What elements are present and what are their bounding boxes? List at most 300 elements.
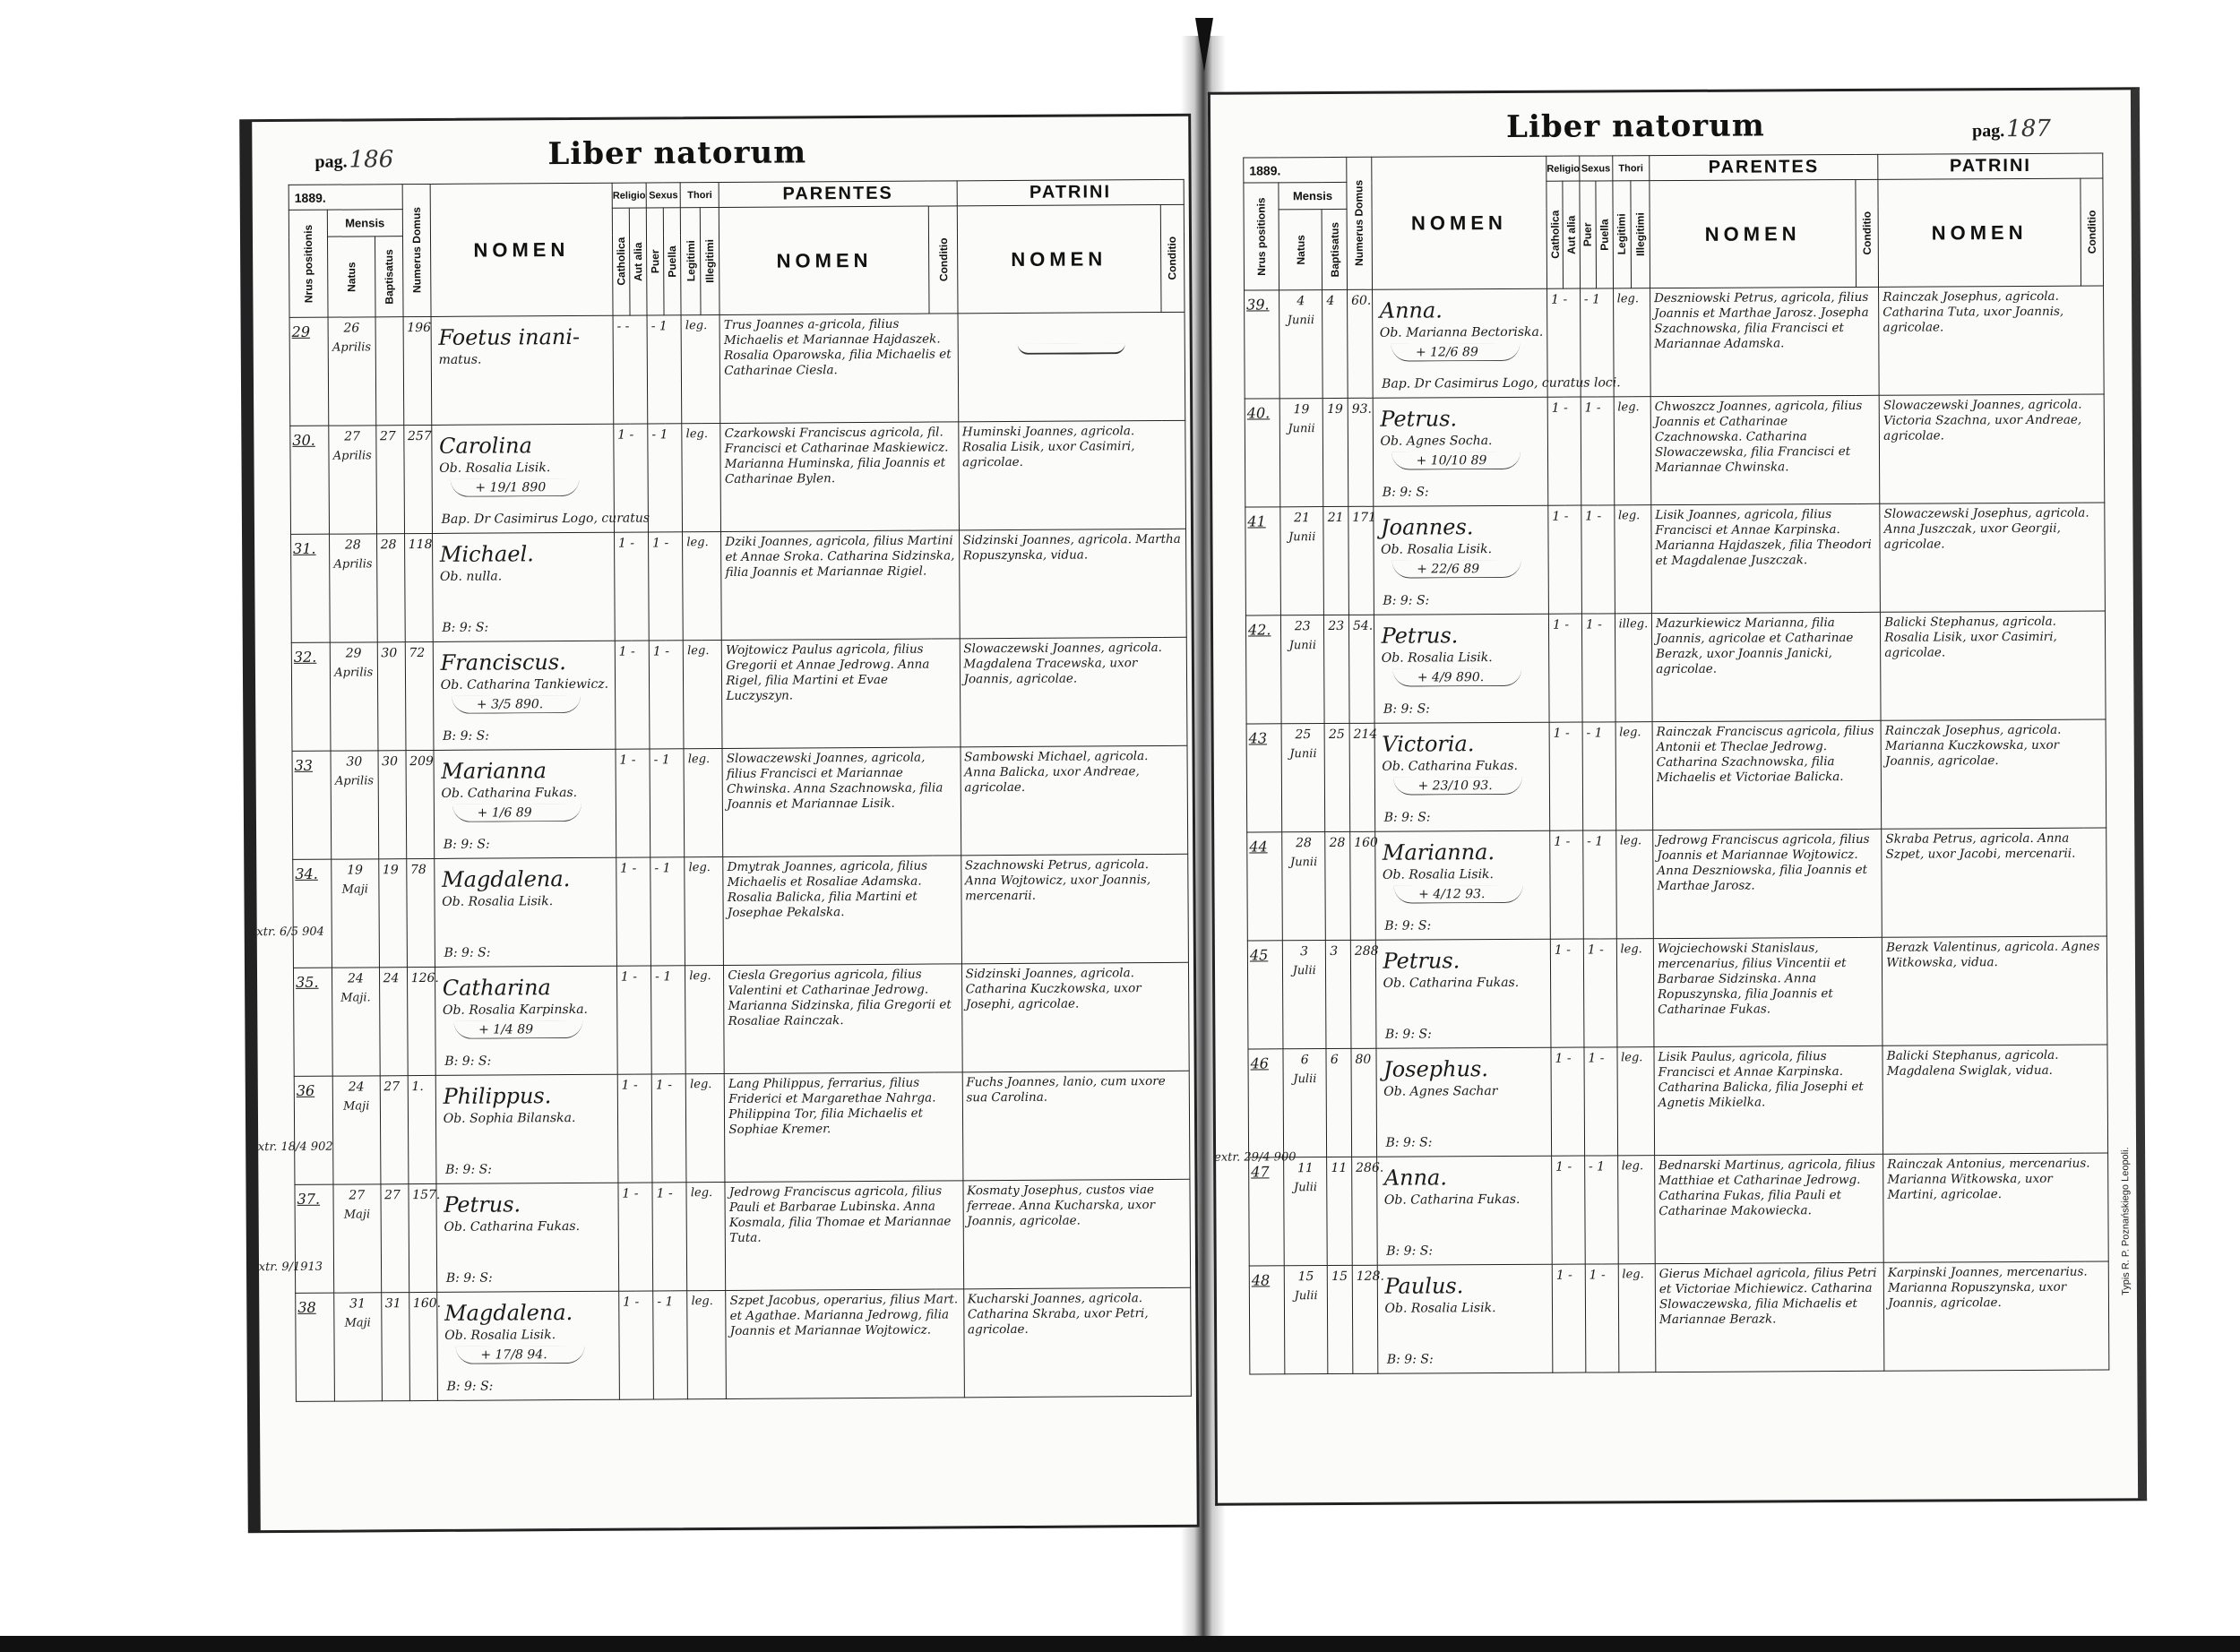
table-row xyxy=(296,1287,1192,1401)
entry-number: 36 xyxy=(296,1081,315,1099)
child-name: Catharina xyxy=(442,975,551,1001)
baptizer: B: 9: S: xyxy=(444,1054,492,1069)
sex-mark: - 1 xyxy=(1586,726,1603,741)
house-number: 128. xyxy=(1356,1269,1384,1284)
nomen-header: NOMEN xyxy=(430,183,613,316)
legitimacy-mark: leg. xyxy=(685,319,708,333)
midwife: Ob. Catharina Fukas. xyxy=(1383,975,1520,991)
table-row xyxy=(294,1071,1190,1184)
legitimacy-mark: leg. xyxy=(690,1186,713,1200)
entry-number: 39. xyxy=(1246,296,1270,314)
midwife: Ob. Agnes Socha. xyxy=(1380,434,1493,449)
midwife: Ob. Rosalia Lisik. xyxy=(444,1328,556,1343)
table-row xyxy=(291,637,1187,751)
table-row xyxy=(291,529,1187,642)
birth-month: Aprilis xyxy=(332,448,372,463)
parents-text: Lisik Paulus, agricola, filius Francisci et Annae Karpinska. Catharina Balicka, filia Josephi et Agnetis Mikielka. xyxy=(1658,1049,1864,1110)
child-name: Paulus. xyxy=(1384,1273,1464,1299)
baptism-day: 27 xyxy=(383,1080,401,1095)
birth-day: 28 xyxy=(1296,836,1312,851)
house-number: 209 xyxy=(409,753,434,770)
house-number: 1. xyxy=(411,1080,424,1095)
religion-mark: 1 - xyxy=(620,969,638,985)
baptism-day xyxy=(375,317,402,324)
child-name: Marianna xyxy=(441,758,547,784)
death-note: + 4/9 890. xyxy=(1392,667,1521,686)
puella-header: Puella xyxy=(1598,219,1611,251)
parents-text: Wojciechowski Stanislaus, mercenarius, filius Vincentii et Barbarae Sidzinska. Anna Ropuszynska, filia Joannis et Catharinae Fukas. xyxy=(1657,941,1847,1017)
legitimacy-mark: illeg. xyxy=(1618,617,1649,632)
child-name: Foetus inani- xyxy=(438,323,581,350)
godparents-text: Szachnowski Petrus, agricola. Anna Wojtowicz, uxor Joannis, mercenarii. xyxy=(964,857,1151,904)
midwife: Ob. Marianna Bectoriska. xyxy=(1379,324,1544,340)
parents-text: Trus Joannes a-gricola, filius Michaelis et Mariannae Hajdaszek. Rosalia Oparowska, filia Michaelis et Catharinae Ciesla. xyxy=(723,316,952,378)
religion-mark: 1 - xyxy=(1554,834,1571,849)
entry-number: 47 xyxy=(1251,1163,1270,1181)
child-name: Franciscus. xyxy=(440,650,566,675)
death-note: + 23/10 93. xyxy=(1392,776,1521,795)
patrini-nomen-header: NOMEN xyxy=(957,204,1161,313)
birth-month: Maji xyxy=(344,1315,371,1330)
baptism-day: 31 xyxy=(384,1296,401,1312)
table-row xyxy=(1249,1261,2109,1374)
scan-edge xyxy=(0,1636,2240,1652)
nomen-header: NOMEN xyxy=(1371,156,1546,289)
midwife: Ob. Rosalia Lisik. xyxy=(442,894,554,909)
godparents-text: Kucharski Joannes, agricola. Catharina Skraba, uxor Petri, agricolae. xyxy=(967,1291,1149,1338)
legitimacy-mark: leg. xyxy=(1619,834,1642,848)
register-page-left xyxy=(239,114,1200,1533)
religion-mark: 1 - xyxy=(1555,1268,1572,1283)
natus-header: Natus xyxy=(1294,234,1307,265)
baptism-day: 6 xyxy=(1330,1052,1339,1068)
child-name: Petrus. xyxy=(1380,406,1458,432)
godparents-text: Fuchs Joannes, lanio, cum uxore sua Carolina. xyxy=(966,1073,1166,1106)
table-row xyxy=(1247,936,2107,1049)
table-row xyxy=(1245,611,2106,724)
death-note xyxy=(452,911,582,914)
entry-number: 35. xyxy=(296,973,319,991)
birth-day: 24 xyxy=(348,1080,365,1095)
birth-month: Aprilis xyxy=(334,665,374,680)
birth-day: 27 xyxy=(344,429,361,444)
death-note: + 19/1 890 xyxy=(450,478,579,496)
birth-month: Julii xyxy=(1293,1071,1317,1086)
patrini-nomen-header: NOMEN xyxy=(1878,178,2081,287)
baptizer: B: 9: S: xyxy=(1386,1351,1434,1367)
religion-mark: 1 - xyxy=(1555,1159,1572,1174)
child-name: Petrus. xyxy=(444,1192,521,1217)
legitimacy-mark: leg. xyxy=(690,1078,712,1092)
religion-mark: 1 - xyxy=(623,1295,640,1310)
parents-text: Gierus Michael agricola, filius Petri et Victoriae Michiewicz. Catharina Slowaczewska, filia Michaelis et Mariannae Berazk. xyxy=(1658,1265,1877,1327)
table-row xyxy=(1247,828,2107,941)
birth-month: Junii xyxy=(1288,638,1317,652)
patrini-header: PATRINI xyxy=(1878,153,2103,179)
death-note xyxy=(451,586,580,589)
godparents-text: Slowaczewski Joannes, agricola. Magdalena Tracewska, uxor Joannis, agricolae. xyxy=(963,640,1162,687)
table-row xyxy=(1245,394,2105,507)
patrini-header: PATRINI xyxy=(957,179,1185,206)
death-note: + 22/6 89 xyxy=(1391,559,1521,578)
birth-month: Maji xyxy=(341,882,368,897)
entry-number: 40. xyxy=(1246,404,1271,422)
baptism-day: 25 xyxy=(1328,727,1345,743)
house-number: 126. xyxy=(410,970,439,986)
religion-mark: 1 - xyxy=(620,861,637,876)
baptizer: Bap. Dr Casimirus Logo, curatus xyxy=(441,510,650,527)
table-row xyxy=(1245,503,2106,615)
sex-mark: - 1 xyxy=(1588,1159,1606,1174)
sex-mark: - 1 xyxy=(653,753,670,768)
legitimacy-mark: leg. xyxy=(687,753,711,767)
thori-header: Thori xyxy=(1612,156,1650,181)
birth-day: 6 xyxy=(1300,1053,1309,1068)
baptizer: B: 9: S: xyxy=(443,837,490,852)
parents-text: Lisik Joannes, agricola, filius Francisci et Annae Karpinska. Marianna Hajdaszek, filia Theodori et Magdalenae Juszczak. xyxy=(1655,507,1872,568)
register-table xyxy=(289,179,1192,1402)
register-page-right xyxy=(1208,87,2147,1505)
midwife: matus. xyxy=(438,352,482,367)
godparents-text: Rainczak Josephus, agricola. Catharina Tuta, uxor Joannis, agricolae. xyxy=(1882,288,2064,335)
birth-month: Julii xyxy=(1293,1180,1318,1194)
religion-mark: 1 - xyxy=(619,753,636,768)
thori-header: Thori xyxy=(680,182,719,207)
legitimacy-mark: leg. xyxy=(685,427,709,442)
page-number-label: pag.187 xyxy=(1972,115,2051,143)
child-name: Joannes. xyxy=(1380,514,1474,540)
death-note xyxy=(1396,1318,1525,1321)
legitimacy-mark: leg. xyxy=(1617,509,1641,523)
baptism-day: 23 xyxy=(1328,618,1345,634)
table-row xyxy=(1249,1153,2109,1266)
birth-day: 3 xyxy=(1300,944,1309,959)
sex-mark: 1 - xyxy=(1585,617,1602,632)
puer-header: Puer xyxy=(649,249,662,274)
sex-mark: - 1 xyxy=(657,1295,674,1310)
midwife: Ob. Catharina Tankiewicz. xyxy=(440,676,609,693)
baptizer: Bap. Dr Casimirus Logo, curatus loci. xyxy=(1382,374,1621,391)
death-note: + 1/6 89 xyxy=(452,803,582,822)
sex-mark: 1 - xyxy=(655,1078,672,1093)
birth-month: Junii xyxy=(1288,529,1316,544)
nrus-header: Nrus positionis xyxy=(1254,197,1268,276)
table-row xyxy=(292,745,1188,859)
domus-header: Numerus Domus xyxy=(409,207,424,294)
sex-mark: 1 - xyxy=(1584,400,1601,416)
legitimacy-mark: leg. xyxy=(1621,1159,1644,1174)
legitimacy-mark: leg. xyxy=(689,969,711,984)
house-number: 72 xyxy=(409,646,426,661)
margin-note: extr. 29/4 900 xyxy=(1214,1150,1297,1165)
birth-day: 19 xyxy=(1293,402,1310,417)
sex-mark: 1 - xyxy=(1587,942,1604,958)
entry-number: 31. xyxy=(293,539,316,557)
baptizer: B: 9: S: xyxy=(446,1379,494,1394)
baptizer: B: 9: S: xyxy=(1383,809,1431,825)
baptisatus-header: Baptisatus xyxy=(382,249,396,305)
blank-stroke xyxy=(1018,343,1125,355)
sex-mark: - 1 xyxy=(651,427,668,443)
birth-month: Junii xyxy=(1288,421,1315,435)
baptizer: B: 9: S: xyxy=(443,728,489,744)
printer-note: Typis R. P. Poznańskiego Leopoli. xyxy=(2120,1147,2132,1295)
parentes-conditio-header: Conditio xyxy=(1860,211,1874,255)
godparents-text: Kosmaty Josephus, custos viae ferreae. Anna Kucharska, uxor Joannis, agricolae. xyxy=(967,1183,1156,1229)
sex-mark: - 1 xyxy=(1583,292,1601,307)
baptizer: B: 9: S: xyxy=(445,1162,492,1177)
sex-mark: - 1 xyxy=(650,319,668,334)
midwife: Ob. Rosalia Lisik. xyxy=(1381,542,1493,557)
death-note: + 1/4 89 xyxy=(453,1020,582,1038)
religion-mark: 1 - xyxy=(617,427,634,443)
house-number: 118 xyxy=(408,537,433,553)
baptizer: B: 9: S: xyxy=(1385,1134,1433,1150)
baptism-day: 28 xyxy=(380,538,397,553)
parentes-header: PARENTES xyxy=(1650,154,1878,180)
patrini-conditio-header: Conditio xyxy=(2085,210,2098,254)
house-number: 286. xyxy=(1356,1160,1384,1175)
sexus-header: Sexus xyxy=(646,183,680,208)
aut-alia-header: Aut alia xyxy=(632,242,645,281)
entry-number: 37. xyxy=(297,1190,321,1208)
midwife: Ob. Rosalia Lisik. xyxy=(1382,867,1495,882)
baptizer: B: 9: S: xyxy=(445,1270,493,1286)
entry-number: 43 xyxy=(1248,729,1268,747)
entry-number: 30. xyxy=(292,431,315,449)
illegitimi-header: Illegitimi xyxy=(703,239,717,283)
legitimi-header: Legitimi xyxy=(684,240,697,282)
death-note: + 12/6 89 xyxy=(1391,342,1520,361)
margin-note: extr. 18/4 902 xyxy=(251,1140,333,1155)
parents-text: Czarkowski Franciscus agricola, fil. Francisci et Catharinae Maskiewicz. Marianna Huminska, filia Joannis et Catharinae Bylen. xyxy=(724,425,949,486)
midwife: Ob. Rosalia Karpinska. xyxy=(442,1002,589,1018)
baptizer: B: 9: S: xyxy=(1383,592,1430,608)
entry-number: 34. xyxy=(295,865,318,882)
legitimacy-mark: leg. xyxy=(687,644,710,658)
godparents-text: Balicki Stephanus, agricola. Magdalena Swiglak, vidua. xyxy=(1886,1047,2059,1079)
religion-mark: 1 - xyxy=(1552,617,1570,632)
house-number: 171 xyxy=(1352,510,1377,525)
midwife: Ob. Agnes Sachar xyxy=(1383,1084,1498,1099)
baptism-day: 24 xyxy=(383,971,400,986)
godparents-text: Skraba Petrus, agricola. Anna Szpet, uxor Jacobi, mercenarii. xyxy=(1885,830,2076,862)
page-title: Liber natorum xyxy=(547,134,807,173)
sex-mark: 1 - xyxy=(1589,1268,1606,1283)
birth-day: 24 xyxy=(347,971,364,986)
death-note: + 3/5 890. xyxy=(452,694,581,713)
godparents-text xyxy=(958,313,1184,320)
child-name: Victoria. xyxy=(1382,731,1475,757)
house-number: 214 xyxy=(1353,727,1378,742)
baptism-day: 30 xyxy=(382,754,399,770)
table-row xyxy=(290,420,1186,534)
parents-text: Chwoszcz Joannes, agricola, filius Joannis et Catharinae Czachnowska. Catharina Slowaczewska, filia Francisci et Mariannae Chwinska. xyxy=(1654,398,1863,475)
mensis-header: Mensis xyxy=(327,210,402,237)
parents-text: Slowaczewski Joannes, agricola, filius Francisci et Mariannae Chwinska. Anna Szachnowska, filia Joannis et Mariannae Lisik. xyxy=(726,750,943,812)
legitimacy-mark: leg. xyxy=(688,861,711,875)
catholica-header: Catholica xyxy=(614,237,628,287)
legitimacy-mark: leg. xyxy=(1622,1268,1644,1282)
godparents-text: Karpinski Joannes, mercenarius. Marianna Ropuszynska, uxor Joannis, agricolae. xyxy=(1887,1264,2088,1311)
death-note xyxy=(1395,1209,1524,1212)
death-note xyxy=(455,1236,584,1239)
midwife: Ob. Rosalia Lisik. xyxy=(439,460,551,476)
baptism-day: 21 xyxy=(1327,510,1344,526)
child-name: Anna. xyxy=(1383,1165,1448,1191)
birth-month: Aprilis xyxy=(334,773,375,788)
child-name: Josephus. xyxy=(1383,1056,1489,1082)
parents-text: Rainczak Franciscus agricola, filius Antonii et Theclae Jedrowg. Catharina Szachnowska, filia Michaelis et Victoriae Balicka. xyxy=(1656,723,1874,785)
puer-header: Puer xyxy=(1581,222,1595,247)
baptism-day: 4 xyxy=(1326,293,1335,309)
godparents-text: Slowaczewski Josephus, agricola. Anna Juszczak, uxor Georgii, agricolae. xyxy=(1883,505,2089,552)
baptism-day: 3 xyxy=(1330,943,1339,959)
death-note xyxy=(450,369,579,372)
religion-mark: 1 - xyxy=(1551,400,1568,416)
parents-text: Szpet Jacobus, operarius, filius Mart. et Agathae. Marianna Jedrowg, filia Joannis et Mariannae Wojtowicz. xyxy=(729,1292,959,1338)
spine-clip xyxy=(1195,18,1213,72)
midwife: Ob. Sophia Bilanska. xyxy=(443,1110,576,1126)
house-number: 160 xyxy=(1354,835,1378,850)
godparents-text: Berazk Valentinus, agricola. Agnes Witkowska, vidua. xyxy=(1886,939,2100,970)
house-number: 288 xyxy=(1354,943,1379,959)
baptism-day: 11 xyxy=(1331,1160,1348,1176)
entry-number: 29 xyxy=(291,323,311,340)
godparents-text: Slowaczewski Joannes, agricola. Victoria Szachna, uxor Andreae, agricolae. xyxy=(1882,397,2082,443)
parents-text: Lang Philippus, ferrarius, filius Friderici et Margarethae Nahrga. Philippina Tor, filia Michaelis et Sophiae Kremer. xyxy=(728,1075,936,1137)
register-table xyxy=(1243,153,2109,1375)
parentes-nomen-header: NOMEN xyxy=(1650,179,1857,288)
birth-month: Maji xyxy=(343,1098,370,1114)
house-number: 257 xyxy=(407,428,432,444)
baptisatus-header: Baptisatus xyxy=(1328,221,1341,278)
godparents-text: Balicki Stephanus, agricola. Rosalia Lisik, uxor Casimiri, agricolae. xyxy=(1884,614,2057,660)
death-note xyxy=(1394,993,1523,995)
baptism-day: 19 xyxy=(382,863,399,878)
parentes-conditio-header: Conditio xyxy=(936,237,950,282)
sex-mark: 1 - xyxy=(1588,1051,1605,1066)
house-number: 160. xyxy=(412,1295,442,1312)
baptizer: B: 9: S: xyxy=(1386,1243,1434,1259)
page-number: 187 xyxy=(2006,115,2051,143)
birth-month: Julii xyxy=(1292,963,1316,977)
parents-text: Jedrowg Franciscus agricola, filius Pauli et Barbarae Lubinska. Anna Kosmala, filia Thomae et Mariannae Tuta. xyxy=(728,1183,952,1245)
parents-text: Deszniowski Petrus, agricola, filius Joannis et Marthae Jarosz. Josepha Szachnowska, filia Francisci et Mariannae Adamska. xyxy=(1654,289,1869,351)
sexus-header: Sexus xyxy=(1580,156,1613,181)
baptizer: B: 9: S: xyxy=(442,620,489,635)
puella-header: Puella xyxy=(666,245,679,278)
birth-day: 15 xyxy=(1297,1269,1314,1285)
illegitimi-header: Illegitimi xyxy=(1633,212,1647,257)
child-name: Petrus. xyxy=(1383,948,1460,974)
religion-mark: 1 - xyxy=(622,1186,639,1201)
table-row xyxy=(289,312,1185,426)
religio-header: Religio xyxy=(612,183,646,208)
catholica-header: Catholica xyxy=(1548,211,1562,260)
baptism-day: 27 xyxy=(384,1188,401,1203)
baptism-day: 28 xyxy=(1329,835,1346,851)
parentes-header: PARENTES xyxy=(719,181,956,208)
midwife: Ob. Catharina Fukas. xyxy=(441,785,578,801)
entry-number: 42. xyxy=(1247,621,1271,639)
godparents-text: Rainczak Josephus, agricola. Marianna Kuczkowska, uxor Joannis, agricolae. xyxy=(1884,722,2062,769)
legitimacy-mark: leg. xyxy=(1621,1051,1643,1065)
baptizer: B: 9: S: xyxy=(1382,484,1429,500)
birth-month: Aprilis xyxy=(332,340,372,355)
table-row xyxy=(295,1179,1191,1293)
child-name: Carolina xyxy=(439,433,532,459)
midwife: Ob. Rosalia Lisik. xyxy=(1381,650,1493,666)
table-row xyxy=(1245,286,2105,399)
parents-text: Bednarski Martinus, agricola, filius Matthiae et Catharinae Jedrowg. Catharina Fukas, filia Pauli et Catharinae Makowiecka. xyxy=(1658,1157,1875,1218)
sex-mark: - 1 xyxy=(655,969,672,985)
sex-mark: - 1 xyxy=(1587,834,1604,849)
religion-mark: 1 - xyxy=(618,644,635,659)
baptizer: B: 9: S: xyxy=(1384,917,1432,934)
entry-number: 38 xyxy=(297,1298,316,1316)
sex-mark: 1 - xyxy=(652,644,670,659)
house-number: 80 xyxy=(1355,1052,1372,1067)
birth-day: 28 xyxy=(344,538,361,553)
birth-month: Junii xyxy=(1289,746,1317,761)
birth-day: 11 xyxy=(1297,1161,1314,1176)
legitimacy-mark: leg. xyxy=(1620,942,1642,957)
baptism-day: 15 xyxy=(1331,1269,1348,1285)
birth-day: 30 xyxy=(346,754,363,770)
sex-mark: 1 - xyxy=(652,536,669,551)
table-row xyxy=(293,962,1189,1076)
godparents-text: Sidzinski Joannes, agricola. Martha Ropuszynska, vidua. xyxy=(962,531,1181,564)
entry-number: 32. xyxy=(293,648,317,666)
baptizer: B: 9: S: xyxy=(444,945,491,960)
child-name: Anna. xyxy=(1379,297,1443,323)
baptizer xyxy=(435,417,446,421)
parents-text: Dziki Joannes, agricola, filius Martini et Annae Sroka. Catharina Sidzinska, filia Joannis et Mariannae Rigiel. xyxy=(725,533,955,580)
entry-number: 45 xyxy=(1249,946,1269,964)
child-name: Philippus. xyxy=(443,1083,552,1109)
religion-mark: 1 - xyxy=(621,1078,638,1093)
house-number: 54. xyxy=(1352,618,1374,633)
birth-month: Maji xyxy=(343,1207,371,1222)
sex-mark: - 1 xyxy=(654,861,671,876)
baptism-day: 19 xyxy=(1327,401,1343,417)
margin-note: extr. 9/1913 xyxy=(251,1260,323,1275)
birth-day: 25 xyxy=(1295,727,1312,743)
entry-number: 33 xyxy=(294,756,314,774)
death-note xyxy=(454,1128,583,1131)
birth-day: 27 xyxy=(349,1188,366,1203)
entry-number: 41 xyxy=(1247,512,1266,530)
religion-mark: 1 - xyxy=(1552,509,1569,524)
midwife: Ob. Catharina Fukas. xyxy=(1383,1192,1521,1208)
birth-day: 19 xyxy=(347,863,364,878)
birth-day: 23 xyxy=(1294,619,1311,634)
table-row xyxy=(1246,719,2106,832)
page-title: Liber natorum xyxy=(1505,108,1765,145)
mensis-header: Mensis xyxy=(1279,182,1347,209)
legitimacy-mark: leg. xyxy=(1619,726,1641,740)
house-number: 196 xyxy=(407,320,432,336)
birth-month: Junii xyxy=(1289,855,1318,869)
year-header: 1889. xyxy=(289,185,402,211)
house-number: 93. xyxy=(1351,401,1372,417)
godparents-text: Rainczak Antonius, mercenarius. Marianna Witkowska, uxor Martini, agricolae. xyxy=(1887,1156,2090,1202)
death-note: + 17/8 94. xyxy=(455,1345,584,1364)
midwife: Ob. Catharina Fukas. xyxy=(444,1218,581,1235)
house-number: 157. xyxy=(412,1187,441,1203)
baptizer: B: 9: S: xyxy=(1383,701,1430,717)
